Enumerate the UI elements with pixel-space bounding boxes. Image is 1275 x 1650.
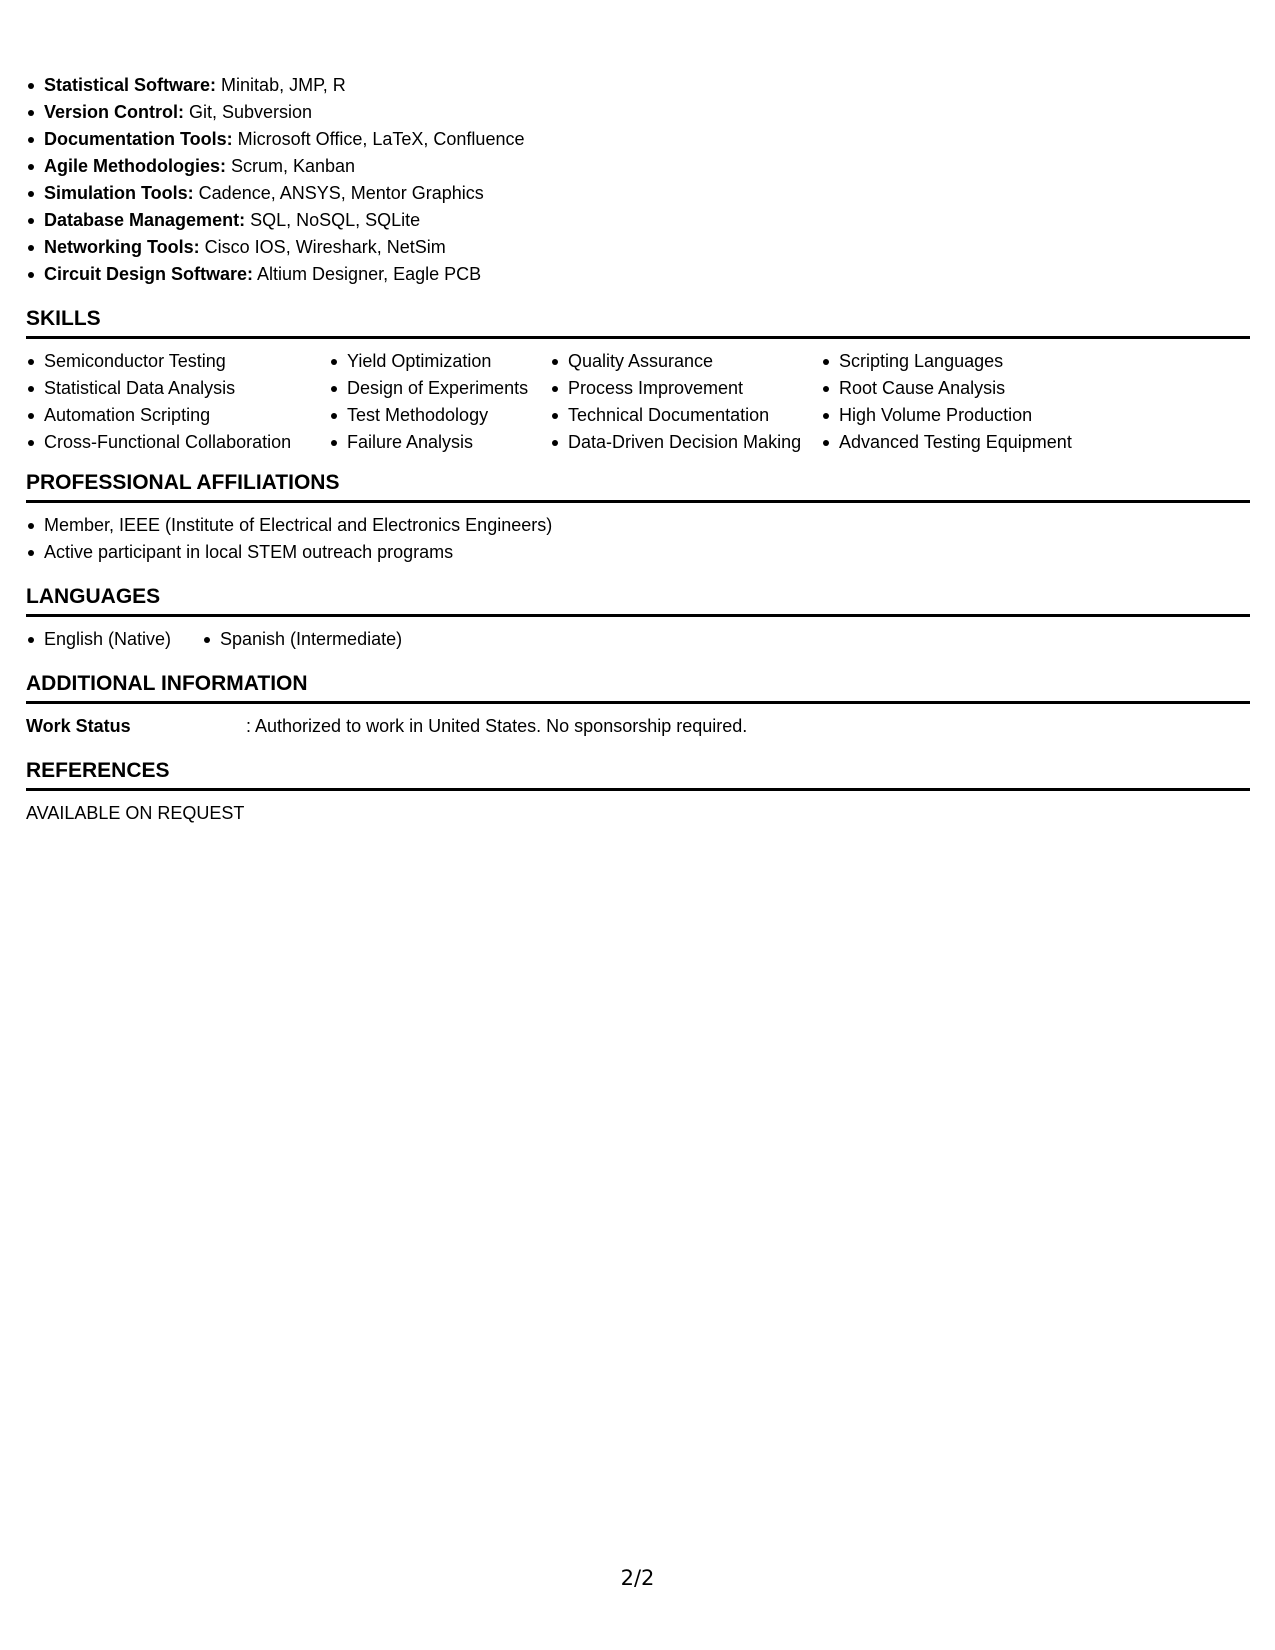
list-item: Technical Documentation <box>568 402 821 429</box>
work-status-row <box>26 713 1250 740</box>
section-title: SKILLS <box>26 307 101 330</box>
list-item: Member, IEEE (Institute of Electrical and Electronics Engineers) <box>44 512 1250 539</box>
list-item: Semiconductor Testing <box>44 348 329 375</box>
list-item <box>44 234 1250 261</box>
list-item: Spanish (Intermediate) <box>220 626 480 653</box>
section-divider <box>26 701 1250 704</box>
list-item: Automation Scripting <box>44 402 329 429</box>
work-status-value: : Authorized to work in United States. No sponsorship required. <box>246 716 748 736</box>
section-divider <box>26 336 1250 339</box>
list-item: Scripting Languages <box>839 348 1139 375</box>
tool-category-label: Agile Methodologies: <box>44 156 226 176</box>
skills-column <box>550 348 821 456</box>
tool-category-label: Networking Tools: <box>44 237 200 257</box>
section-divider <box>26 500 1250 503</box>
list-item: Design of Experiments <box>347 375 550 402</box>
tools-list <box>26 72 1250 288</box>
list-item: Statistical Data Analysis <box>44 375 329 402</box>
section-divider <box>26 788 1250 791</box>
section-title: ADDITIONAL INFORMATION <box>26 672 308 695</box>
tool-category-value: Minitab, JMP, R <box>216 75 346 95</box>
tool-category-label: Documentation Tools: <box>44 129 233 149</box>
list-item: High Volume Production <box>839 402 1139 429</box>
tool-category-value: SQL, NoSQL, SQLite <box>245 210 421 230</box>
list-item: Active participant in local STEM outreach programs <box>44 539 1250 566</box>
tool-category-label: Circuit Design Software: <box>44 264 254 284</box>
list-item: Failure Analysis <box>347 429 550 456</box>
affiliations-list <box>26 512 1250 566</box>
list-item <box>44 207 1250 234</box>
tool-category-label: Database Management: <box>44 210 246 230</box>
section-title: REFERENCES <box>26 759 170 782</box>
skills-section <box>26 306 1250 456</box>
section-title: PROFESSIONAL AFFILIATIONS <box>26 471 340 494</box>
tool-category-value: Cisco IOS, Wireshark, NetSim <box>199 237 446 257</box>
list-item: Test Methodology <box>347 402 550 429</box>
languages-section <box>26 584 1250 653</box>
list-item: Data-Driven Decision Making <box>568 429 821 456</box>
skills-column <box>821 348 1139 456</box>
tool-category-value: Microsoft Office, LaTeX, Confluence <box>232 129 525 149</box>
list-item <box>44 180 1250 207</box>
skills-column <box>329 348 550 456</box>
language-column <box>26 626 202 653</box>
tool-category-label: Version Control: <box>44 102 185 122</box>
list-item <box>44 72 1250 99</box>
affiliations-section <box>26 470 1250 566</box>
section-divider <box>26 614 1250 617</box>
list-item <box>44 126 1250 153</box>
tool-category-label: Simulation Tools: <box>44 183 194 203</box>
tool-category-value: Altium Designer, Eagle PCB <box>253 264 482 284</box>
list-item: Root Cause Analysis <box>839 375 1139 402</box>
list-item <box>44 153 1250 180</box>
languages-list <box>26 626 1250 653</box>
work-status-label: Work Status <box>26 716 131 736</box>
list-item: English (Native) <box>44 626 202 653</box>
tool-category-label: Statistical Software: <box>44 75 217 95</box>
list-item: Quality Assurance <box>568 348 821 375</box>
list-item <box>44 99 1250 126</box>
skills-column <box>26 348 329 456</box>
language-column <box>202 626 480 653</box>
list-item: Yield Optimization <box>347 348 550 375</box>
page-number: 2/2 <box>620 1566 655 1590</box>
list-item: Process Improvement <box>568 375 821 402</box>
list-item <box>44 261 1250 288</box>
list-item: Cross-Functional Collaboration <box>44 429 329 456</box>
tool-category-value: Git, Subversion <box>184 102 313 122</box>
tool-category-value: Scrum, Kanban <box>226 156 356 176</box>
tool-category-value: Cadence, ANSYS, Mentor Graphics <box>193 183 484 203</box>
references-text: AVAILABLE ON REQUEST <box>26 803 245 823</box>
skills-grid <box>26 348 1250 456</box>
additional-info-section <box>26 671 1250 740</box>
list-item: Advanced Testing Equipment <box>839 429 1139 456</box>
references-section <box>26 758 1250 827</box>
resume-page <box>26 72 1250 827</box>
section-title: LANGUAGES <box>26 585 161 608</box>
